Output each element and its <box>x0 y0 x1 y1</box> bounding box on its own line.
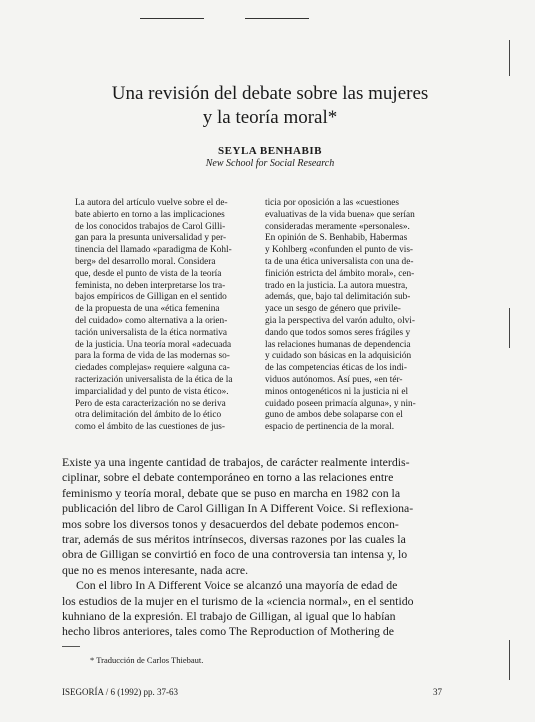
abstract-line: tinencia del llamado «paradigma de Kohl- <box>75 245 232 256</box>
body-text <box>62 455 446 640</box>
abstract-line: evaluativas de la vida buena» que serían <box>265 209 415 220</box>
abstract-line: viduos autónomos. Así pues, «en tér- <box>265 374 403 385</box>
abstract-line: berg» del desarrollo moral. Considera <box>75 256 216 267</box>
abstract-line: de los conocidos trabajos de Carol Gilli- <box>75 221 226 232</box>
abstract-line: feminista, no deben interpretarse los tra- <box>75 280 226 291</box>
body-line: obra de Gilligan se convirtió en foco de una controversia tan intensa y, lo <box>62 547 408 562</box>
edge-mark-top <box>509 40 510 76</box>
abstract-line: espacio de pertinencia de la moral. <box>265 422 395 433</box>
abstract-column-right <box>265 198 443 434</box>
abstract-line: las relaciones humanas de dependencia <box>265 339 411 350</box>
abstract-line: racterización universalista de la ética de la <box>75 374 233 385</box>
author-name: SEYLA BENHABIB <box>218 145 322 157</box>
abstract-line: que, desde el punto de vista de la teoría <box>75 268 222 279</box>
abstract-line: cuidado poseen primacía alguna», y nin- <box>265 398 416 409</box>
abstract-line: para la forma de vida de las modernas so- <box>75 351 230 362</box>
abstract-line: como el ámbito de las cuestiones de jus- <box>75 422 226 433</box>
page-number: 37 <box>433 687 442 697</box>
footnote-rule <box>62 646 80 647</box>
abstract-line: y Kohlberg «confunden el punto de vis- <box>265 245 414 256</box>
abstract-line: imparcialidad y del punto de vista ético». <box>75 386 229 397</box>
body-line: que no es menos interesante, nada acre. <box>62 562 249 577</box>
abstract-line: otra delimitación del ámbito de lo ético <box>75 410 222 421</box>
body-line: feminismo y teoría moral, debate que se puso en marcha en 1982 con la <box>62 485 401 500</box>
abstract-line: tación universalista de la ética normativa <box>75 327 228 338</box>
abstract-line: minos ontogenéticos ni la justicia ni el <box>265 386 409 397</box>
abstract-line: La autora del artículo vuelve sobre el de- <box>75 198 228 208</box>
title-line-1: Una revisión del debate sobre las mujeres <box>111 83 429 104</box>
body-line: kuhniano de la expresión. El trabajo de Gilligan, al igual que lo habían <box>62 609 396 624</box>
abstract-line: de la propuesta de una «ética femenina <box>75 304 220 315</box>
abstract-line: En opinión de S. Benhabib, Habermas <box>265 233 408 244</box>
abstract-line: gan para la presunta universalidad y per- <box>75 233 227 244</box>
abstract-line: ciedades complejas» requiere «alguna ca- <box>75 363 230 374</box>
footnote: * Traducción de Carlos Thiebaut. <box>90 655 204 665</box>
edge-mark-bottom <box>509 640 510 680</box>
abstract-line: y cuidado son básicas en la adquisición <box>265 351 412 362</box>
abstract-line: ticia por oposición a las «cuestiones <box>265 198 399 208</box>
abstract-column-left <box>75 198 253 434</box>
abstract-line: bajos empíricos de Gilligan en el sentido <box>75 292 227 303</box>
abstract-line: finición estricta del ámbito moral», cen- <box>265 268 415 279</box>
abstract-line: yace un sesgo de género que privile- <box>265 304 401 315</box>
abstract-line: consideradas meramente «personales». <box>265 221 410 232</box>
body-line: hecho libros anteriores, tales como The Reproduction of Mothering de <box>62 624 394 639</box>
top-rule-left <box>140 18 204 19</box>
article-title <box>60 82 480 130</box>
body-line: Con el libro In A Different Voice se alcanzó una mayoría de edad de <box>76 578 398 593</box>
body-line: publicación del libro de Carol Gilligan In A Different Voice. Si reflexiona- <box>62 501 414 516</box>
abstract-line: del cuidado» como alternativa a la orien- <box>75 315 228 326</box>
abstract-line: además, que, bajo tal delimitación sub- <box>265 292 411 303</box>
abstract-line: guno de ambos debe solaparse con el <box>265 410 403 421</box>
body-line: ciplinar, sobre el debate contemporáneo en torno a las relaciones entre <box>62 470 394 485</box>
body-line: Existe ya una ingente cantidad de trabajos, de carácter realmente interdis- <box>62 455 410 469</box>
edge-mark-mid <box>509 308 510 348</box>
abstract-line: de la justicia. Una teoría moral «adecuada <box>75 339 232 350</box>
top-rule-right <box>245 18 309 19</box>
abstract-line: gia la perspectiva del varón adulto, olvi- <box>265 315 415 326</box>
author-affiliation: New School for Social Research <box>205 158 335 169</box>
abstract-line: de las competencias éticas de los indi- <box>265 363 407 374</box>
body-line: los estudios de la mujer en el turismo de la «ciencia normal», en el sentido <box>62 593 414 608</box>
abstract-line: trado en la justicia. La autora muestra, <box>265 280 408 291</box>
title-line-2: y la teoría moral* <box>202 107 338 128</box>
body-line: trar, además de sus méritos intrínsecos, diversas razones por las cuales la <box>62 532 406 547</box>
journal-citation: ISEGORÍA / 6 (1992) pp. 37-63 <box>62 687 178 697</box>
abstract-line: ta de una ética universalista con una de- <box>265 256 414 267</box>
abstract-line: dando que todos somos seres frágiles y <box>265 327 411 338</box>
body-line: mos sobre los diversos tonos y desacuerdos del debate podemos encon- <box>62 516 399 531</box>
abstract-line: Pero de esta caracterización no se deriva <box>75 398 226 409</box>
abstract-line: bate abierto en torno a las implicaciones <box>75 209 225 220</box>
